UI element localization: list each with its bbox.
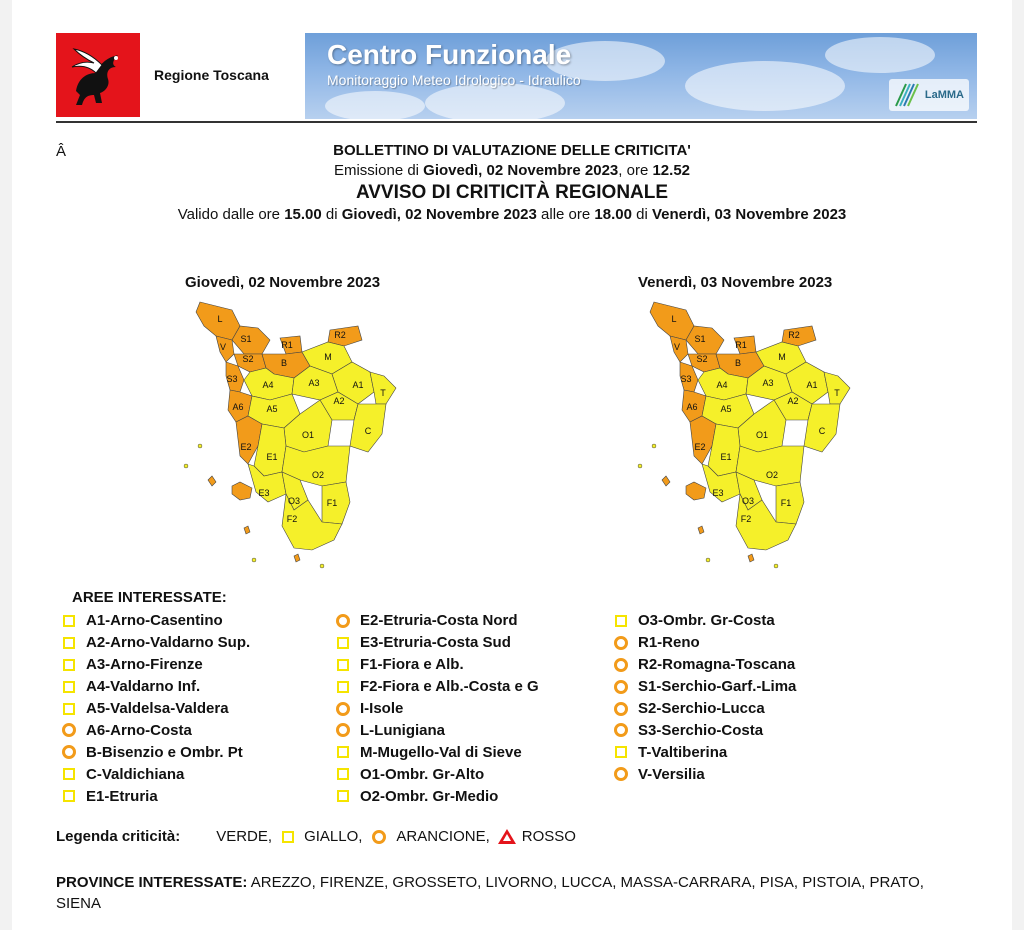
banner-title: Centro Funzionale: [327, 39, 572, 70]
islet: [252, 558, 256, 562]
islet: [184, 464, 188, 468]
bulletin-title: BOLLETTINO DI VALUTAZIONE DELLE CRITICITA': [333, 142, 691, 159]
zone-label: S2: [696, 354, 708, 364]
zone-label: E3: [258, 488, 270, 498]
zone-label: S3: [226, 374, 238, 384]
zone-label: A5: [266, 404, 278, 414]
region-name: Regione Toscana: [154, 67, 269, 83]
zone-label: R2: [334, 330, 346, 340]
area-label: R2-Romagna-Toscana: [638, 656, 796, 674]
lamma-label: LaMMA: [924, 89, 964, 101]
arancione-circle-icon: [614, 680, 628, 694]
zone-label: R2: [788, 330, 800, 340]
giallo-square-icon: [62, 658, 76, 672]
lamma-icon: [894, 82, 922, 108]
arancione-circle-icon: [614, 636, 628, 650]
area-item: [336, 654, 539, 676]
zone-label: R1: [735, 340, 747, 350]
area-item: [336, 719, 539, 741]
islet: [706, 558, 710, 562]
areas-column-2: [336, 610, 539, 807]
zone-i-island: [698, 526, 704, 534]
area-label: C-Valdichiana: [86, 765, 185, 783]
pegasus-icon: [56, 33, 140, 117]
area-label: A3-Arno-Firenze: [86, 656, 203, 674]
arancione-circle-icon: [336, 723, 350, 737]
rosso-triangle-icon: [498, 829, 516, 844]
zone-label: B: [280, 358, 288, 368]
map-title-day2: Venerdì, 03 Novembre 2023: [638, 274, 833, 291]
areas-column-1: [62, 610, 250, 807]
area-item: [336, 676, 539, 698]
banner-subtitle: Monitoraggio Meteo Idrologico - Idraulico: [327, 72, 581, 88]
islet: [198, 444, 202, 448]
zone-label: S1: [240, 334, 252, 344]
area-item: [614, 719, 796, 741]
area-item: [336, 698, 539, 720]
zone-label: O3: [741, 496, 755, 506]
area-item: [336, 610, 539, 632]
area-label: T-Valtiberina: [638, 743, 728, 761]
toscana-map-day1: [182, 296, 432, 571]
area-label: E1-Etruria: [86, 787, 158, 805]
area-label: E3-Etruria-Costa Sud: [360, 634, 511, 652]
area-label: E2-Etruria-Costa Nord: [360, 612, 518, 630]
provinces-list: AREZZO, FIRENZE, GROSSETO, LIVORNO, LUCCA, MASSA-CARRARA, PISA, PISTOIA, PRATO, SIENA: [56, 874, 924, 912]
legend-verde: VERDE,: [216, 828, 273, 845]
area-label: O3-Ombr. Gr-Costa: [638, 612, 775, 630]
zone-label: E1: [720, 452, 732, 462]
bulletin-heading: [12, 140, 1012, 225]
area-label: B-Bisenzio e Ombr. Pt: [86, 743, 243, 761]
area-label: S3-Serchio-Costa: [638, 721, 764, 739]
areas-title: AREE INTERESSATE:: [72, 589, 227, 606]
zone-label: T: [380, 388, 386, 398]
zone-label: E2: [694, 442, 706, 452]
zone-label: S1: [694, 334, 706, 344]
zone-i-island: [686, 482, 706, 500]
area-item: [614, 654, 796, 676]
arancione-circle-icon: [62, 723, 76, 737]
giallo-square-icon: [336, 680, 350, 694]
zone-label: A6: [686, 402, 698, 412]
zone-label: A6: [232, 402, 244, 412]
giallo-square-icon: [336, 789, 350, 803]
arancione-circle-icon: [614, 658, 628, 672]
legend-giallo: GIALLO,: [304, 828, 363, 845]
legend-arancione: ARANCIONE,: [396, 828, 490, 845]
giallo-square-icon: [336, 767, 350, 781]
area-item: [614, 763, 796, 785]
stray-character: Â: [56, 143, 67, 160]
zone-i-island: [662, 476, 670, 486]
zone-i-island: [748, 554, 754, 562]
zone-label: A5: [720, 404, 732, 414]
area-item: [62, 785, 250, 807]
zone-label: R1: [281, 340, 293, 350]
toscana-map-day2: [636, 296, 886, 571]
arancione-circle-icon: [62, 745, 76, 759]
bulletin-page: [12, 0, 1012, 930]
giallo-square-icon: [336, 745, 350, 759]
giallo-square-icon: [62, 702, 76, 716]
zone-label: O1: [301, 430, 315, 440]
emission-line: Emissione di Giovedì, 02 Novembre 2023, ore 12.52: [333, 162, 691, 179]
zone-label: A2: [333, 396, 345, 406]
zone-label: A3: [762, 378, 774, 388]
arancione-circle-icon: [614, 767, 628, 781]
zone-label: O2: [765, 470, 779, 480]
zone-label: E3: [712, 488, 724, 498]
area-label: F2-Fiora e Alb.-Costa e G: [360, 678, 539, 696]
area-item: [62, 632, 250, 654]
area-label: A4-Valdarno Inf.: [86, 678, 201, 696]
area-label: S1-Serchio-Garf.-Lima: [638, 678, 797, 696]
zone-label: L: [671, 314, 677, 324]
zone-i-island: [232, 482, 252, 500]
zone-label: L: [217, 314, 223, 324]
zone-label: F1: [326, 498, 338, 508]
zone-label: T: [834, 388, 840, 398]
area-item: [62, 654, 250, 676]
giallo-square-icon: [62, 789, 76, 803]
area-label: O1-Ombr. Gr-Alto: [360, 765, 485, 783]
giallo-square-icon: [336, 658, 350, 672]
area-item: [336, 763, 539, 785]
area-label: M-Mugello-Val di Sieve: [360, 743, 522, 761]
regione-toscana-logo: [56, 33, 140, 117]
arancione-circle-icon: [336, 702, 350, 716]
validity-line: Valido dalle ore 15.00 di Giovedì, 02 Novembre 2023 alle ore 18.00 di Venerdì, 03 Novembre 2023: [177, 206, 847, 223]
area-label: A5-Valdelsa-Valdera: [86, 700, 229, 717]
legend-title: Legenda criticità:: [56, 828, 181, 845]
zone-label: M: [778, 352, 786, 362]
zone-label: S2: [242, 354, 254, 364]
area-item: [62, 763, 250, 785]
zone-label: A1: [806, 380, 818, 390]
zone-label: O1: [755, 430, 769, 440]
lamma-logo: [889, 79, 969, 111]
area-item: [62, 610, 250, 632]
area-item: [336, 741, 539, 763]
zone-label: F2: [286, 514, 298, 524]
area-item: [336, 632, 539, 654]
areas-column-3: [614, 610, 796, 785]
area-item: [614, 610, 796, 632]
zone-label: A4: [262, 380, 274, 390]
area-item: [614, 698, 796, 720]
zone-label: E2: [240, 442, 252, 452]
legend: [56, 828, 576, 845]
zone-label: V: [673, 342, 681, 352]
giallo-square-icon: [62, 767, 76, 781]
area-item: [336, 785, 539, 807]
area-label: R1-Reno: [638, 634, 700, 652]
area-item: [614, 632, 796, 654]
area-item: [62, 676, 250, 698]
arancione-circle-icon: [372, 830, 386, 844]
zone-label: A4: [716, 380, 728, 390]
area-label: L-Lunigiana: [360, 721, 445, 739]
zone-label: F2: [740, 514, 752, 524]
zone-label: S3: [680, 374, 692, 384]
arancione-circle-icon: [614, 702, 628, 716]
zone-label: A2: [787, 396, 799, 406]
zone-i-island: [244, 526, 250, 534]
area-label: I-Isole: [360, 700, 404, 717]
zone-label: V: [219, 342, 227, 352]
map-title-day1: Giovedì, 02 Novembre 2023: [185, 274, 381, 291]
giallo-square-icon: [282, 831, 294, 843]
area-item: [614, 676, 796, 698]
arancione-circle-icon: [336, 614, 350, 628]
giallo-square-icon: [614, 745, 628, 759]
area-label: S2-Serchio-Lucca: [638, 700, 765, 717]
zone-label: A1: [352, 380, 364, 390]
zone-label: O3: [287, 496, 301, 506]
giallo-square-icon: [62, 680, 76, 694]
area-label: F1-Fiora e Alb.: [360, 656, 464, 674]
zone-label: O2: [311, 470, 325, 480]
area-label: O2-Ombr. Gr-Medio: [360, 787, 499, 805]
warning-title: AVVISO DI CRITICITÀ REGIONALE: [355, 182, 669, 203]
area-label: A6-Arno-Costa: [86, 721, 192, 739]
header-divider: [56, 121, 977, 123]
area-label: A1-Arno-Casentino: [86, 612, 223, 630]
islet: [638, 464, 642, 468]
area-item: [614, 741, 796, 763]
provinces-title: PROVINCE INTERESSATE:: [56, 874, 248, 891]
zone-label: M: [324, 352, 332, 362]
giallo-square-icon: [62, 636, 76, 650]
zone-label: A3: [308, 378, 320, 388]
islet: [320, 564, 324, 568]
area-item: [62, 719, 250, 741]
provinces: [56, 872, 956, 914]
centro-funzionale-banner: [305, 33, 977, 119]
giallo-square-icon: [614, 614, 628, 628]
zone-label: B: [734, 358, 742, 368]
arancione-circle-icon: [614, 723, 628, 737]
area-label: A2-Arno-Valdarno Sup.: [86, 634, 251, 652]
giallo-square-icon: [62, 614, 76, 628]
zone-i-island: [208, 476, 216, 486]
giallo-square-icon: [336, 636, 350, 650]
islet: [774, 564, 778, 568]
zone-i-island: [294, 554, 300, 562]
islet: [652, 444, 656, 448]
zone-label: E1: [266, 452, 278, 462]
zone-label: C: [818, 426, 826, 436]
zone-label: F1: [780, 498, 792, 508]
area-label: V-Versilia: [638, 765, 705, 783]
zone-label: C: [364, 426, 372, 436]
area-item: [62, 698, 250, 720]
area-item: [62, 741, 250, 763]
legend-rosso: ROSSO: [521, 828, 576, 845]
